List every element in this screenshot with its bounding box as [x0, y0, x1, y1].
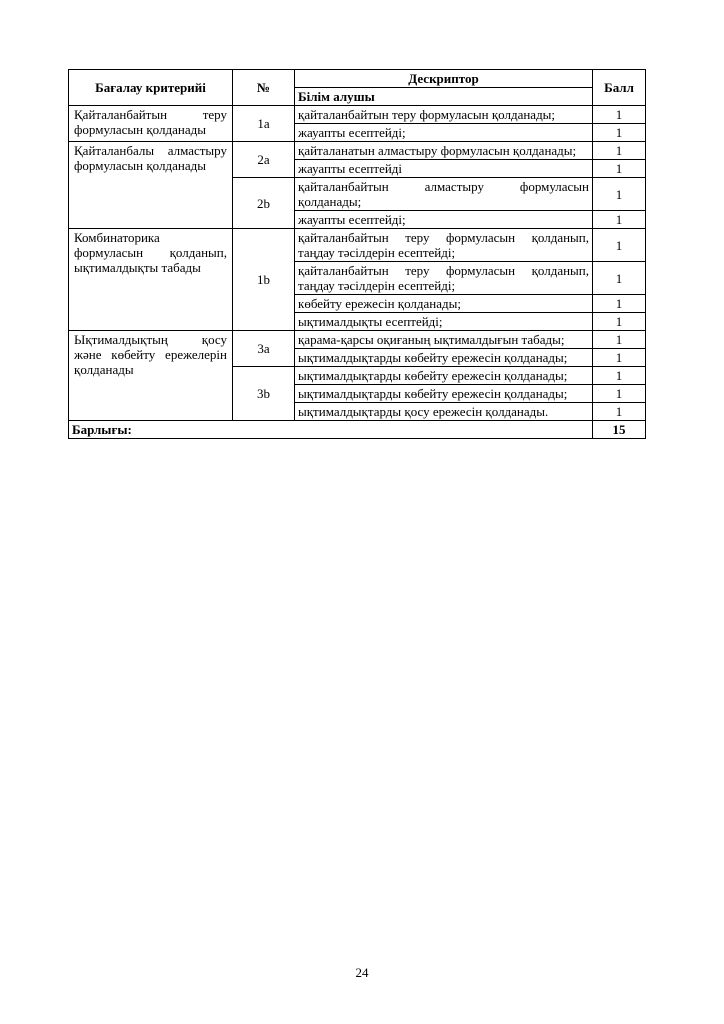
task-number-cell: 3b [233, 367, 295, 421]
learner-subheader: Білім алушы [295, 88, 593, 106]
total-label: Барлығы: [69, 421, 593, 439]
score-cell: 1 [593, 403, 646, 421]
score-cell: 1 [593, 385, 646, 403]
descriptor-cell: қайталанбайтын теру формуласын қолданады; [295, 106, 593, 124]
descriptor-cell: ықтималдықтарды көбейту ережесін қолданады; [295, 349, 593, 367]
score-cell: 1 [593, 295, 646, 313]
score-cell: 1 [593, 313, 646, 331]
score-cell: 1 [593, 160, 646, 178]
criterion-cell: Ықтималдықтың қосу және көбейту ережелерін қолданады [69, 331, 233, 421]
task-number-cell: 1a [233, 106, 295, 142]
criterion-cell: Комбинаторика формуласын қолданып, ықтималдықты табады [69, 229, 233, 331]
table-row [69, 331, 646, 349]
task-number-cell: 1b [233, 229, 295, 331]
descriptor-cell: қарама-қарсы оқиғаның ықтималдығын табады; [295, 331, 593, 349]
descriptor-cell: қайталанбайтын теру формуласын қолданып, таңдау тәсілдерін есептейді; [295, 262, 593, 295]
assessment-table-body [69, 106, 646, 421]
score-cell: 1 [593, 106, 646, 124]
score-cell: 1 [593, 211, 646, 229]
criterion-cell: Қайталанбайтын теру формуласын қолданады [69, 106, 233, 142]
assessment-table [68, 69, 646, 439]
descriptor-cell: көбейту ережесін қолданады; [295, 295, 593, 313]
score-cell: 1 [593, 367, 646, 385]
descriptor-cell: ықтималдықты есептейді; [295, 313, 593, 331]
total-row [69, 421, 646, 439]
total-score: 15 [593, 421, 646, 439]
descriptor-cell: қайталанбайтын теру формуласын қолданып, таңдау тәсілдерін есептейді; [295, 229, 593, 262]
score-cell: 1 [593, 124, 646, 142]
task-number-cell: 3a [233, 331, 295, 367]
descriptor-header: Дескриптор [295, 70, 593, 88]
descriptor-cell: жауапты есептейді; [295, 211, 593, 229]
descriptor-cell: ықтималдықтарды көбейту ережесін қолданады; [295, 367, 593, 385]
table-row [69, 106, 646, 124]
descriptor-cell: жауапты есептейді; [295, 124, 593, 142]
score-cell: 1 [593, 331, 646, 349]
score-cell: 1 [593, 229, 646, 262]
criterion-cell: Қайталанбалы алмастыру формуласын қолданады [69, 142, 233, 229]
number-header: № [233, 70, 295, 106]
score-header: Балл [593, 70, 646, 106]
table-row [69, 142, 646, 160]
score-cell: 1 [593, 349, 646, 367]
table-row [69, 229, 646, 262]
descriptor-cell: ықтималдықтарды қосу ережесін қолданады. [295, 403, 593, 421]
score-cell: 1 [593, 142, 646, 160]
descriptor-cell: қайталанбайтын алмастыру формуласын қолданады; [295, 178, 593, 211]
descriptor-cell: ықтималдықтарды көбейту ережесін қолданады; [295, 385, 593, 403]
criterion-header: Бағалау критерийі [69, 70, 233, 106]
task-number-cell: 2a [233, 142, 295, 178]
score-cell: 1 [593, 262, 646, 295]
score-cell: 1 [593, 178, 646, 211]
descriptor-cell: жауапты есептейді [295, 160, 593, 178]
page-number: 24 [355, 965, 369, 980]
task-number-cell: 2b [233, 178, 295, 229]
descriptor-cell: қайталанатын алмастыру формуласын қолданады; [295, 142, 593, 160]
